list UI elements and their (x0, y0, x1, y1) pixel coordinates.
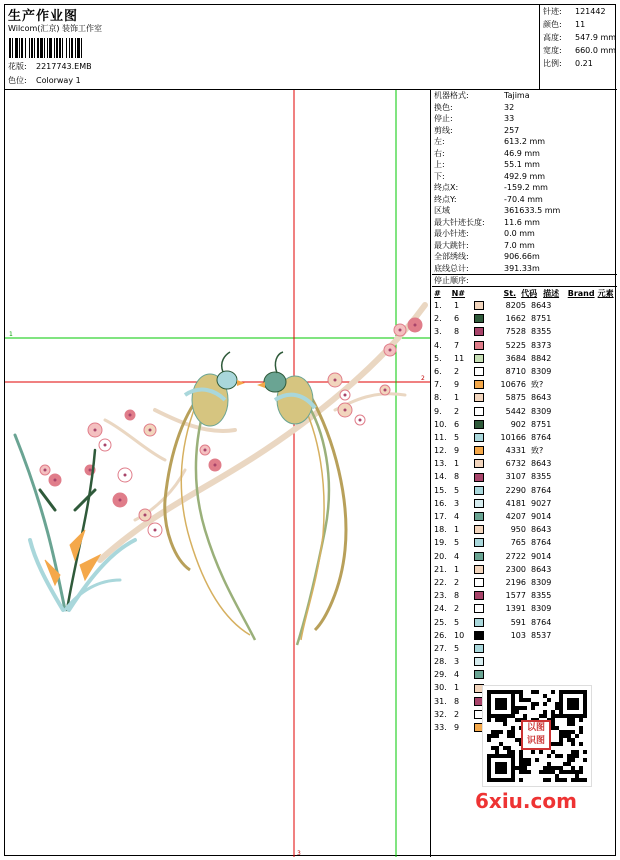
table-row (432, 378, 617, 391)
machine-info-row: 最小针迹: 0.0 mm (434, 229, 535, 238)
header-left-panel (5, 5, 540, 90)
stitch-count: 8710 (505, 366, 526, 376)
color-swatch (474, 657, 484, 666)
color-swatch (474, 393, 484, 402)
stop-number: 10. (434, 419, 447, 429)
table-row (432, 616, 617, 629)
qr-badge: 以图识图 (521, 720, 551, 750)
stitch-count: 2300 (505, 564, 526, 574)
color-number: 4 (454, 670, 460, 680)
color-swatch (474, 670, 484, 679)
table-row (432, 470, 617, 483)
color-number: 1 (454, 459, 460, 469)
color-number: 3 (454, 498, 460, 508)
thread-code: 9014 (531, 512, 552, 521)
design-line (8, 61, 92, 72)
stop-number: 6. (434, 366, 442, 376)
thread-code: 致? (531, 446, 544, 456)
color-number: 8 (454, 472, 460, 482)
stop-number: 8. (434, 393, 442, 403)
table-row (432, 589, 617, 602)
stitch-count: 902 (510, 419, 526, 429)
stitch-count: 4207 (505, 512, 526, 521)
machine-info-row: 右: 46.9 mm (434, 148, 540, 158)
qr-code (482, 685, 592, 787)
plum-blossoms (40, 318, 422, 537)
color-swatch (474, 354, 484, 363)
stitch-count: 2196 (505, 577, 526, 587)
thread-code: 8751 (531, 419, 552, 429)
color-swatch (474, 499, 484, 508)
stop-number: 3. (434, 327, 442, 337)
color-swatch (474, 512, 484, 521)
table-row (432, 642, 617, 655)
stitch-count: 10676 (500, 380, 526, 390)
stop-number: 9. (434, 406, 442, 416)
machine-info-row: 终点X: -159.2 mm (434, 183, 548, 192)
design-label: 花版: (8, 62, 27, 71)
stitch-count: 1662 (505, 314, 526, 324)
thread-code: 8309 (531, 604, 552, 614)
machine-info-row: 全部绣线: 906.66m (434, 252, 540, 261)
color-swatch (474, 473, 484, 482)
header-desc: 描述 (543, 289, 560, 298)
color-number: 2 (454, 604, 460, 614)
color-swatch (474, 407, 484, 416)
color-number: 1 (454, 525, 460, 535)
stop-number: 20. (434, 551, 447, 561)
color-swatch (474, 327, 484, 336)
table-row (432, 431, 617, 444)
color-number: 9 (454, 723, 460, 732)
table-row (432, 576, 617, 589)
stop-number: 7. (434, 380, 442, 390)
stitch-count: 2290 (505, 485, 526, 495)
table-row (432, 497, 617, 510)
design-preview (5, 90, 431, 857)
colorway-line (8, 75, 81, 86)
barcode (9, 38, 145, 58)
color-swatch (474, 631, 484, 640)
design-summary (541, 5, 617, 70)
color-number: 2 (454, 406, 460, 416)
stop-number: 16. (434, 498, 447, 508)
color-swatch (474, 591, 484, 600)
stop-number: 24. (434, 604, 447, 614)
machine-info-row: 换色: 32 (434, 102, 515, 112)
color-swatch (474, 341, 484, 350)
stitch-count: 8205 (505, 301, 526, 310)
color-swatch (474, 525, 484, 534)
color-number: 8 (454, 591, 460, 601)
thread-code: 8309 (531, 366, 552, 376)
thread-code: 8355 (531, 591, 552, 601)
stitch-count: 950 (510, 525, 526, 535)
stitch-count: 3684 (505, 353, 526, 363)
header-color: N# (451, 289, 466, 298)
table-row (432, 523, 617, 536)
table-row (432, 457, 617, 470)
stop-number: 30. (434, 683, 447, 693)
thread-code: 8764 (531, 538, 552, 548)
stitch-count: 4331 (505, 446, 526, 456)
color-swatch (474, 314, 484, 323)
stop-number: 31. (434, 696, 447, 706)
orchid-leaves (15, 435, 135, 610)
machine-info-row: 剪线: 257 (434, 125, 520, 135)
table-row (432, 391, 617, 404)
stop-number: 22. (434, 577, 447, 587)
color-number: 9 (454, 446, 460, 456)
color-number: 6 (454, 419, 460, 429)
summary-row: 高度: 547.9 mm (543, 33, 617, 42)
table-row (432, 484, 617, 497)
table-row (432, 536, 617, 549)
color-number: 10 (454, 630, 465, 640)
color-number: 6 (454, 314, 460, 324)
stitch-count: 103 (510, 630, 526, 640)
stop-number: 11. (434, 432, 447, 442)
header-stitches: St. (503, 289, 517, 298)
machine-info-row: 终点Y: -70.4 mm (434, 194, 543, 204)
stop-number: 28. (434, 657, 447, 667)
stop-number: 26. (434, 630, 447, 640)
summary-row: 颜色: 11 (543, 20, 586, 29)
table-row (432, 444, 617, 457)
color-swatch (474, 578, 484, 587)
company-name: Wilcom(汇京) 装饰工作室 (8, 24, 103, 33)
thread-code: 8643 (531, 459, 552, 469)
table-row (432, 299, 617, 312)
stop-number: 21. (434, 564, 447, 574)
thread-code: 8643 (531, 525, 552, 535)
thread-code: 8764 (531, 617, 552, 627)
stitch-count: 7528 (505, 327, 526, 337)
header-element: 元素 (597, 289, 614, 298)
stop-number: 18. (434, 525, 447, 535)
machine-info-row: 机器格式: Tajima (434, 91, 530, 100)
color-number: 2 (454, 366, 460, 376)
stitch-count: 5442 (505, 406, 526, 416)
stitch-count: 4181 (505, 498, 526, 508)
embroidery-artwork (5, 90, 431, 857)
table-row (432, 563, 617, 576)
color-number: 8 (454, 327, 460, 337)
summary-row: 比例: 0.21 (543, 59, 593, 68)
stitch-count: 1391 (505, 604, 526, 614)
color-number: 5 (454, 643, 460, 653)
guide-label-3: 3 (297, 850, 301, 857)
thread-code: 8643 (531, 301, 552, 310)
guide-label-2: 2 (421, 375, 425, 382)
thread-code: 8764 (531, 485, 552, 495)
table-row (432, 339, 617, 352)
machine-info-row: 底线总计: 391.33m (434, 263, 540, 273)
color-swatch (474, 446, 484, 455)
table-row (432, 629, 617, 642)
thread-code: 9027 (531, 498, 552, 508)
table-row (432, 312, 617, 325)
design-value: 2217743.EMB (36, 62, 92, 71)
thread-code: 8373 (531, 340, 552, 350)
stitch-count: 5875 (505, 393, 526, 403)
stop-number: 15. (434, 485, 447, 495)
color-number: 5 (454, 538, 460, 548)
stop-number: 12. (434, 446, 447, 456)
colorway-label: 色位: (8, 76, 27, 85)
color-number: 4 (454, 512, 460, 521)
color-number: 1 (454, 564, 460, 574)
stop-number: 33. (434, 723, 447, 732)
stitch-count: 6732 (505, 459, 526, 469)
stop-table-header (432, 286, 617, 299)
table-row (432, 418, 617, 431)
thread-code: 8309 (531, 406, 552, 416)
phoenix-birds (165, 352, 346, 645)
machine-info-row: 最大针迹长度: 11.6 mm (434, 217, 540, 227)
color-swatch (474, 604, 484, 613)
color-swatch (474, 301, 484, 310)
machine-info-row: 停止: 33 (434, 114, 515, 123)
colorway-value: Colorway 1 (36, 76, 81, 85)
color-number: 4 (454, 551, 460, 561)
stop-number: 13. (434, 459, 447, 469)
stitch-count: 765 (510, 538, 526, 548)
stop-number: 14. (434, 472, 447, 482)
stitch-count: 5225 (505, 340, 526, 350)
thread-code: 8355 (531, 472, 552, 482)
stop-number: 1. (434, 301, 442, 310)
summary-row: 宽度: 660.0 mm (543, 46, 617, 55)
table-row (432, 668, 617, 681)
thread-code: 8355 (531, 327, 552, 337)
thread-code: 9014 (531, 551, 552, 561)
table-row (432, 510, 617, 523)
color-number: 1 (454, 683, 460, 693)
stop-number: 5. (434, 353, 442, 363)
color-number: 5 (454, 432, 460, 442)
work-sheet (4, 4, 616, 856)
thread-code: 8643 (531, 393, 552, 403)
stop-number: 19. (434, 538, 447, 548)
color-swatch (474, 459, 484, 468)
header-code: 代码 (521, 289, 538, 298)
header-brand: Brand (567, 289, 595, 298)
page-title: 生产作业图 (8, 9, 79, 24)
watermark-text: 6xiu.com (475, 789, 577, 813)
color-number: 2 (454, 577, 460, 587)
stitch-count: 591 (510, 617, 526, 627)
summary-row: 针迹: 121442 (543, 7, 606, 16)
color-swatch (474, 618, 484, 627)
color-number: 1 (454, 393, 460, 403)
thread-code: 8842 (531, 353, 552, 363)
stitch-count: 2722 (505, 551, 526, 561)
color-swatch (474, 565, 484, 574)
stop-number: 23. (434, 591, 447, 601)
machine-info-row: 上: 55.1 mm (434, 160, 540, 169)
color-swatch (474, 433, 484, 442)
machine-info-row: 左: 613.2 mm (434, 137, 546, 146)
stop-number: 29. (434, 670, 447, 680)
color-number: 5 (454, 617, 460, 627)
stop-number: 25. (434, 617, 447, 627)
table-row (432, 352, 617, 365)
machine-info-panel (432, 90, 617, 734)
color-number: 7 (454, 340, 460, 350)
color-number: 11 (454, 353, 465, 363)
guide-label-1: 1 (9, 331, 13, 338)
table-row (432, 602, 617, 615)
table-row (432, 365, 617, 378)
stop-sequence-title: 停止顺序: (432, 274, 617, 286)
thread-code: 8643 (531, 564, 552, 574)
color-swatch (474, 552, 484, 561)
stitch-count: 3107 (505, 472, 526, 482)
machine-info-row: 区域 361633.5 mm (434, 206, 561, 215)
table-row (432, 655, 617, 668)
stitch-count: 10166 (500, 432, 526, 442)
stitch-count: 1577 (505, 591, 526, 601)
thread-code: 8764 (531, 432, 552, 442)
header-num: # (434, 289, 441, 298)
color-swatch (474, 486, 484, 495)
color-number: 8 (454, 696, 460, 706)
color-number: 2 (454, 709, 460, 719)
stop-number: 32. (434, 709, 447, 719)
thread-code: 8537 (531, 630, 552, 640)
color-swatch (474, 644, 484, 653)
stop-number: 27. (434, 643, 447, 653)
stop-number: 4. (434, 340, 442, 350)
table-row (432, 325, 617, 338)
color-swatch (474, 380, 484, 389)
table-row (432, 405, 617, 418)
color-number: 1 (454, 301, 460, 310)
color-swatch (474, 367, 484, 376)
color-swatch (474, 538, 484, 547)
table-row (432, 550, 617, 563)
thread-code: 8309 (531, 577, 552, 587)
thread-code: 致? (531, 380, 544, 390)
stop-number: 2. (434, 314, 442, 324)
color-number: 5 (454, 485, 460, 495)
machine-info-row: 最大跳针: 7.0 mm (434, 240, 535, 250)
thread-code: 8751 (531, 314, 552, 324)
color-number: 9 (454, 380, 460, 390)
color-swatch (474, 420, 484, 429)
machine-info-row: 下: 492.9 mm (434, 171, 546, 181)
stop-number: 17. (434, 512, 447, 521)
color-number: 3 (454, 657, 460, 667)
sheet-header (5, 5, 617, 90)
